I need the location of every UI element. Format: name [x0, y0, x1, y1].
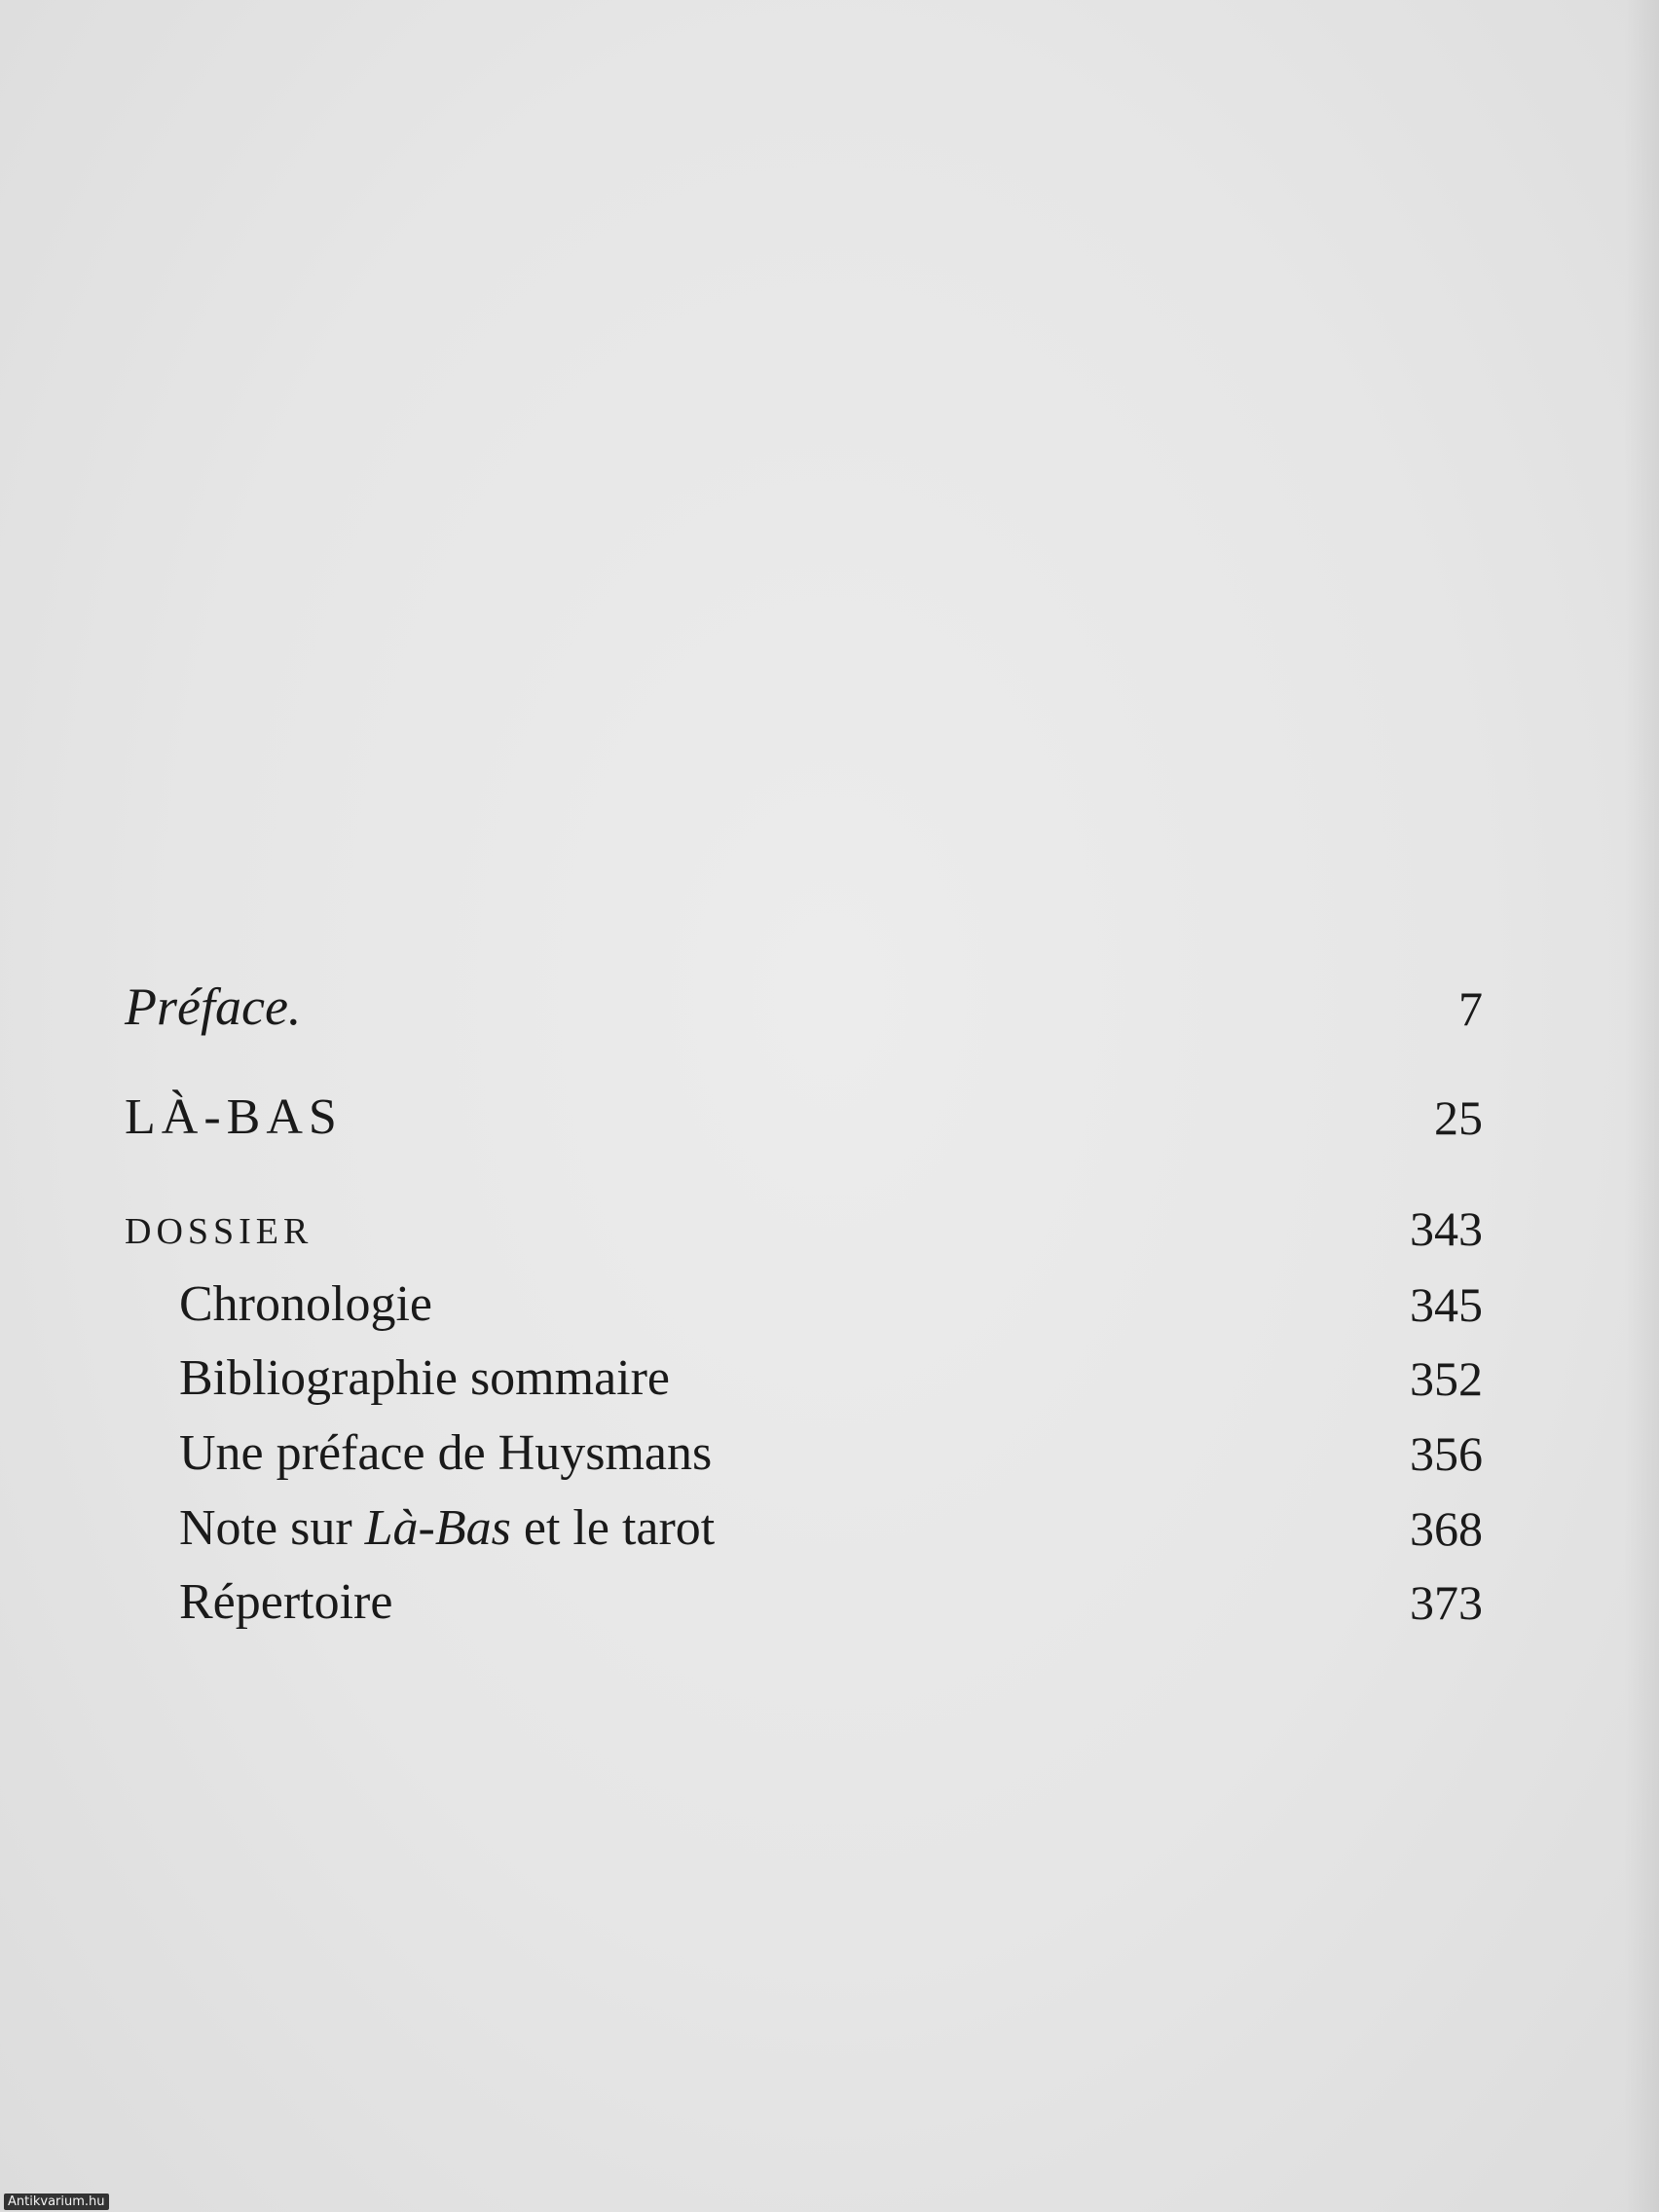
toc-entry-page: 373 [1410, 1575, 1483, 1630]
toc-subentry-repertoire [125, 1553, 1483, 1631]
toc-subentry-preface-huysmans [125, 1404, 1483, 1482]
toc-entry-labas [125, 1068, 1483, 1146]
toc-entry-page: 25 [1434, 1090, 1483, 1145]
toc-entry-title: DOSSIER [125, 1211, 313, 1252]
toc-subentry-note-tarot [125, 1479, 1483, 1557]
toc-entry-title: Répertoire [179, 1574, 393, 1630]
toc-subentry-chronologie [125, 1255, 1483, 1333]
toc-entry-page: 368 [1410, 1501, 1483, 1556]
toc-entry-title: Préface. [125, 977, 302, 1036]
toc-entry-title: Bibliographie sommaire [179, 1350, 671, 1406]
toc-entry-title: Chronologie [179, 1276, 432, 1332]
toc-entry-title [179, 1499, 715, 1557]
source-watermark: Antikvarium.hu [4, 2194, 109, 2210]
page-edge-shadow [1624, 0, 1659, 2212]
toc-entry-page: 352 [1410, 1351, 1483, 1406]
toc-entry-title: Une préface de Huysmans [179, 1425, 713, 1481]
toc-entry-page: 356 [1410, 1426, 1483, 1481]
toc-entry-dossier [125, 1179, 1483, 1257]
toc-entry-preface [125, 959, 1483, 1037]
toc-entry-page: 7 [1458, 981, 1483, 1036]
toc-title-part: et le tarot [510, 1500, 716, 1556]
toc-title-italic: Là-Bas [364, 1500, 511, 1556]
toc-entry-page: 345 [1410, 1277, 1483, 1332]
toc-entry-title: LÀ-BAS [125, 1089, 343, 1145]
toc-entry-page: 343 [1410, 1201, 1483, 1256]
toc-title-part: Note sur [179, 1500, 365, 1556]
toc-subentry-bibliographie [125, 1329, 1483, 1407]
